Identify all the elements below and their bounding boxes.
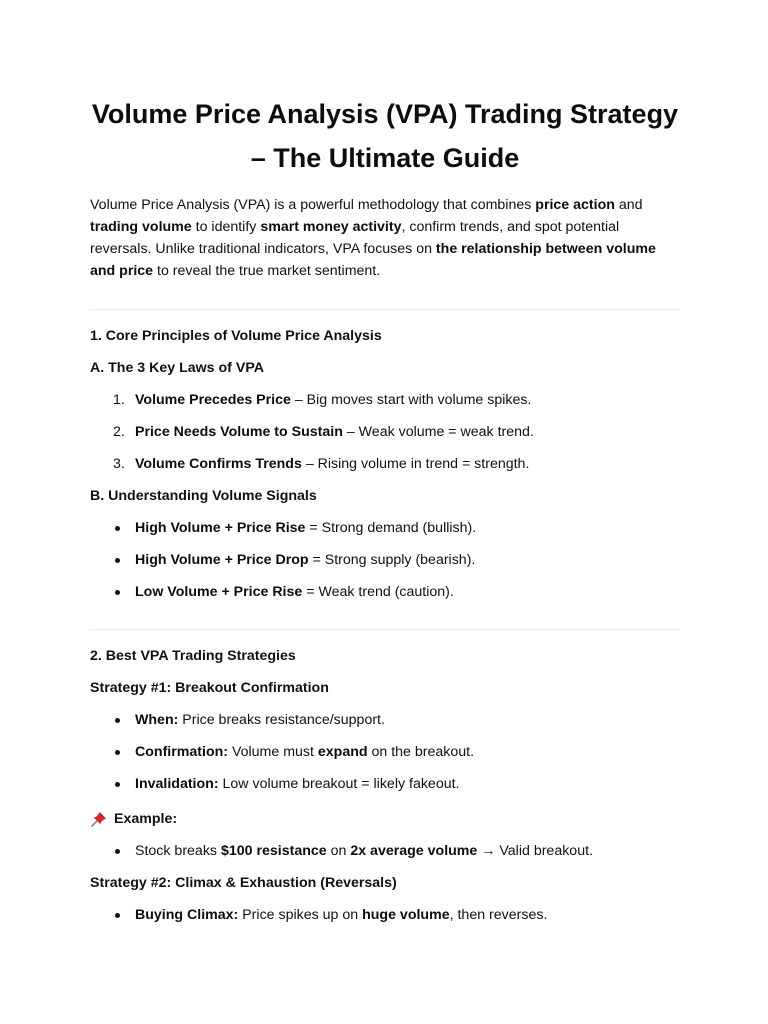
bullet-icon [115,558,120,563]
list-item-bold: Volume Precedes Price [135,392,291,408]
list-item-bold: Price Needs Volume to Sustain [135,424,343,440]
list-item-text: – Weak volume = weak trend. [342,424,534,440]
list-item-bold: High Volume + Price Rise [135,520,306,536]
list-item-bold: huge volume [362,907,450,923]
list-item [90,421,680,443]
list-item [90,517,680,539]
list-item-text: Price breaks resistance/support. [178,712,385,728]
list-item-bold: Low Volume + Price Rise [135,584,303,600]
list-item [90,389,680,411]
bullet-icon [115,718,120,723]
intro-paragraph [90,194,680,282]
list-item [90,549,680,571]
bullet-list [90,840,680,862]
list-number: 1. [113,392,125,408]
list-item [90,741,680,763]
bullet-icon [115,849,120,854]
list-item [90,840,680,862]
list-item-text: , then reverses. [449,907,548,923]
list-item-bold: expand [317,744,368,760]
list-item-bold: 2x average volume [350,843,478,859]
list-number: 3. [113,456,125,472]
divider [90,309,680,310]
strategy-heading: Strategy #2: Climax & Exhaustion (Reversals) [90,875,397,891]
list-item [90,773,680,795]
intro-text: to reveal the true market sentiment. [153,263,381,279]
list-item-bold: Buying Climax: [135,907,239,923]
list-item-text: = Weak trend (caution). [302,584,454,600]
list-item-text: = Strong supply (bearish). [308,552,476,568]
list-item [90,904,680,926]
page-title: Volume Price Analysis (VPA) Trading Strategy – The Ultimate Guide [91,99,679,173]
bullet-icon [115,590,120,595]
bullet-icon [115,750,120,755]
subsection-heading: B. Understanding Volume Signals [90,488,317,504]
list-item-text: – Rising volume in trend = strength. [301,456,530,472]
bullet-list [90,709,680,795]
bullet-icon [115,782,120,787]
bullet-icon [115,526,120,531]
strategy-heading: Strategy #1: Breakout Confirmation [90,680,329,696]
intro-bold: trading volume [90,219,192,235]
list-item-text: Volume must [228,744,318,760]
divider [90,629,680,630]
intro-text: , confirm trends, and spot potential reversals. Unlike traditional indicators, VPA focuses on [90,219,620,257]
intro-bold: smart money activity [260,219,402,235]
bullet-list [90,904,680,926]
list-item-text: Low volume breakout = likely fakeout. [218,776,460,792]
list-item-bold: Invalidation: [135,776,219,792]
list-number: 2. [113,424,125,440]
section-heading: 1. Core Principles of Volume Price Analysis [90,328,382,344]
intro-bold: price action [535,197,615,213]
list-item [90,709,680,731]
list-item-text: Stock breaks [135,843,221,859]
document-page [90,92,680,926]
intro-text: to identify [191,219,261,235]
intro-text: and [614,197,643,213]
list-item-bold: Volume Confirms Trends [135,456,302,472]
list-item [90,581,680,603]
intro-text: Volume Price Analysis (VPA) is a powerful methodology that combines [90,197,536,213]
bullet-icon [115,913,120,918]
list-item-text: – Big moves start with volume spikes. [290,392,532,408]
list-item-text: = Strong demand (bullish). [305,520,477,536]
list-item-text: Price spikes up on [238,907,363,923]
section-heading: 2. Best VPA Trading Strategies [90,648,296,664]
list-item-bold: High Volume + Price Drop [135,552,309,568]
list-item-bold: Confirmation: [135,744,228,760]
list-item-text: on [326,843,351,859]
list-item-text: on the breakout. [367,744,475,760]
example-label [90,808,680,830]
pushpin-icon [90,810,108,828]
list-item-text: → Valid breakout. [477,843,593,859]
subsection-heading: A. The 3 Key Laws of VPA [90,360,264,376]
numbered-list [90,389,680,475]
list-item-bold: When: [135,712,179,728]
list-item [90,453,680,475]
list-item-bold: $100 resistance [220,843,327,859]
example-text: Example: [114,811,178,827]
intro-bold: the relationship between volume and price [90,241,656,279]
bullet-list [90,517,680,603]
